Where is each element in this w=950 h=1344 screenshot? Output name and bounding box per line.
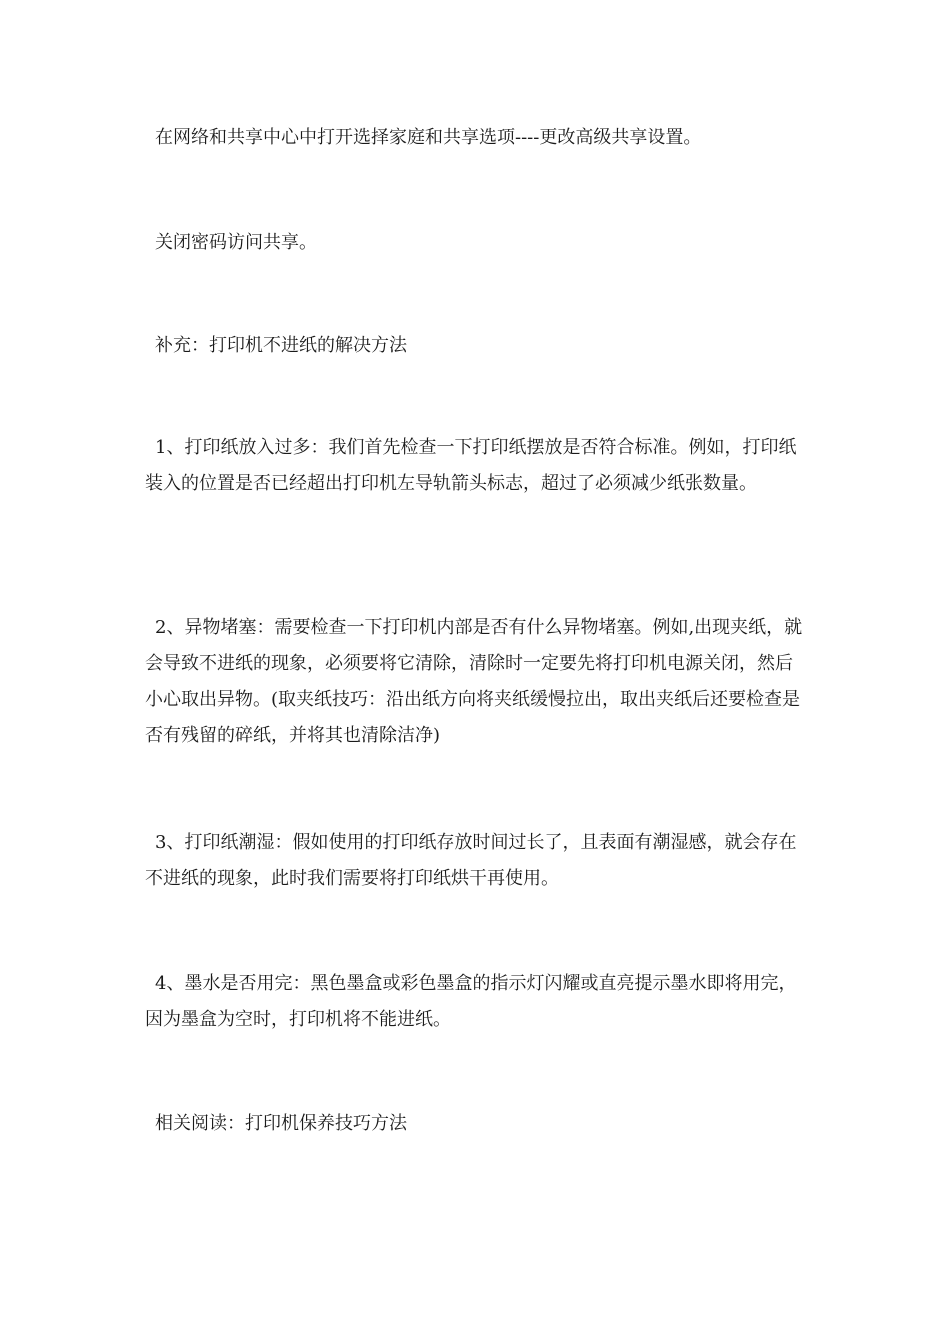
paragraph-sharing-settings: 在网络和共享中心中打开选择家庭和共享选项----更改高级共享设置。 [155, 127, 702, 148]
paragraph-disable-password-sharing: 关闭密码访问共享。 [155, 232, 317, 253]
paragraph-damp-paper: 3、打印纸潮湿：假如使用的打印纸存放时间过长了，且表面有潮湿感，就会存在不进纸的现象，此时我们需要将打印纸烘干再使用。 [145, 832, 797, 889]
paragraph-supplement-heading: 补充：打印机不进纸的解决方法 [155, 335, 407, 356]
paragraph-related-reading: 相关阅读：打印机保养技巧方法 [155, 1113, 407, 1134]
paragraph-ink-empty: 4、墨水是否用完：黑色墨盒或彩色墨盒的指示灯闪耀或直亮提示墨水即将用完，因为墨盒为空时，打印机将不能进纸。 [145, 973, 797, 1030]
paragraph-too-much-paper: 1、打印纸放入过多：我们首先检查一下打印纸摆放是否符合标准。例如，打印纸装入的位置是否已经超出打印机左导轨箭头标志，超过了必须减少纸张数量。 [145, 437, 797, 494]
paragraph-foreign-object-jam: 2、异物堵塞：需要检查一下打印机内部是否有什么异物堵塞。例如,出现夹纸，就会导致不进纸的现象，必须要将它清除，清除时一定要先将打印机电源关闭，然后小心取出异物。(取夹纸技巧：沿出纸方向将夹纸缓慢拉出，取出夹纸后还要检查是否有残留的碎纸，并将其也清除洁净) [145, 617, 803, 746]
